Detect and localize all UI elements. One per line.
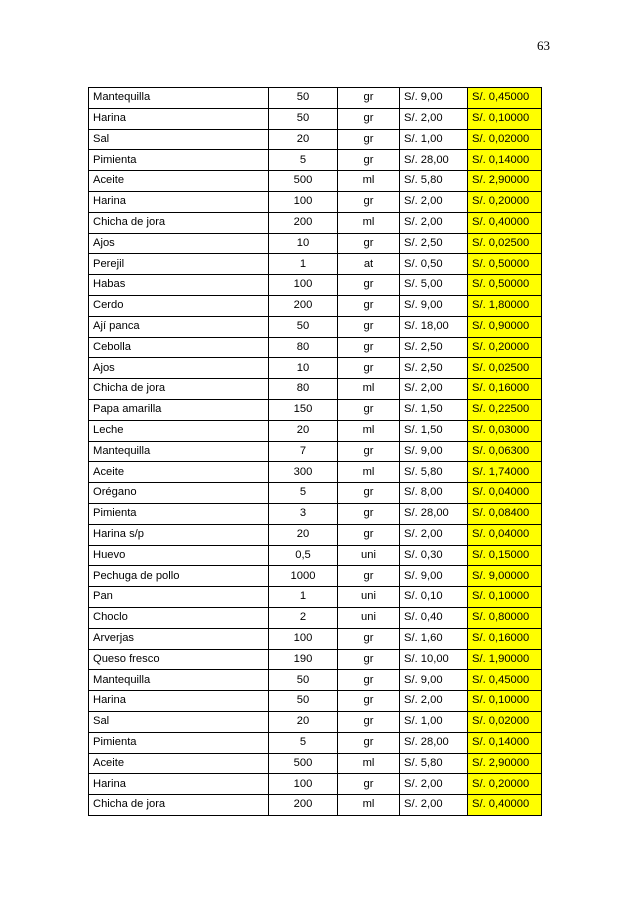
subtotal-cell: S/. 0,04000 bbox=[468, 524, 542, 545]
ingredient-name-cell: Perejil bbox=[89, 254, 269, 275]
unit-price-cell: S/. 0,50 bbox=[400, 254, 468, 275]
table-row bbox=[89, 399, 542, 420]
unit-price-cell: S/. 5,80 bbox=[400, 753, 468, 774]
subtotal-cell: S/. 1,74000 bbox=[468, 462, 542, 483]
unit-cell: at bbox=[338, 254, 400, 275]
table-row bbox=[89, 212, 542, 233]
unit-cell: ml bbox=[338, 420, 400, 441]
ingredient-name-cell: Orégano bbox=[89, 483, 269, 504]
ingredient-name-cell: Choclo bbox=[89, 607, 269, 628]
table-row bbox=[89, 358, 542, 379]
subtotal-cell: S/. 0,45000 bbox=[468, 670, 542, 691]
subtotal-cell: S/. 0,40000 bbox=[468, 795, 542, 816]
unit-cell: gr bbox=[338, 774, 400, 795]
table-row bbox=[89, 171, 542, 192]
ingredient-name-cell: Aceite bbox=[89, 171, 269, 192]
quantity-cell: 1 bbox=[269, 587, 338, 608]
ingredient-name-cell: Mantequilla bbox=[89, 441, 269, 462]
unit-price-cell: S/. 0,30 bbox=[400, 545, 468, 566]
table-row bbox=[89, 295, 542, 316]
subtotal-cell: S/. 0,15000 bbox=[468, 545, 542, 566]
quantity-cell: 190 bbox=[269, 649, 338, 670]
quantity-cell: 2 bbox=[269, 607, 338, 628]
quantity-cell: 7 bbox=[269, 441, 338, 462]
subtotal-cell: S/. 1,80000 bbox=[468, 295, 542, 316]
ingredient-name-cell: Mantequilla bbox=[89, 670, 269, 691]
page-number: 63 bbox=[537, 38, 550, 53]
ingredient-name-cell: Ajos bbox=[89, 358, 269, 379]
subtotal-cell: S/. 0,20000 bbox=[468, 774, 542, 795]
subtotal-cell: S/. 0,02000 bbox=[468, 129, 542, 150]
unit-cell: gr bbox=[338, 732, 400, 753]
subtotal-cell: S/. 0,04000 bbox=[468, 483, 542, 504]
subtotal-cell: S/. 2,90000 bbox=[468, 171, 542, 192]
unit-cell: gr bbox=[338, 503, 400, 524]
unit-price-cell: S/. 9,00 bbox=[400, 295, 468, 316]
unit-cell: ml bbox=[338, 379, 400, 400]
subtotal-cell: S/. 0,14000 bbox=[468, 732, 542, 753]
table-row bbox=[89, 524, 542, 545]
unit-price-cell: S/. 1,00 bbox=[400, 129, 468, 150]
unit-price-cell: S/. 2,00 bbox=[400, 524, 468, 545]
unit-price-cell: S/. 18,00 bbox=[400, 316, 468, 337]
unit-cell: ml bbox=[338, 212, 400, 233]
ingredient-name-cell: Harina s/p bbox=[89, 524, 269, 545]
unit-price-cell: S/. 28,00 bbox=[400, 503, 468, 524]
unit-cell: gr bbox=[338, 670, 400, 691]
unit-price-cell: S/. 2,00 bbox=[400, 795, 468, 816]
unit-cell: gr bbox=[338, 566, 400, 587]
ingredient-name-cell: Chicha de jora bbox=[89, 795, 269, 816]
subtotal-cell: S/. 0,02500 bbox=[468, 233, 542, 254]
table-row bbox=[89, 150, 542, 171]
ingredient-name-cell: Huevo bbox=[89, 545, 269, 566]
unit-cell: ml bbox=[338, 753, 400, 774]
table-row bbox=[89, 711, 542, 732]
ingredient-name-cell: Aceite bbox=[89, 753, 269, 774]
subtotal-cell: S/. 1,90000 bbox=[468, 649, 542, 670]
unit-cell: gr bbox=[338, 628, 400, 649]
unit-price-cell: S/. 2,50 bbox=[400, 233, 468, 254]
unit-cell: gr bbox=[338, 129, 400, 150]
table-row bbox=[89, 233, 542, 254]
ingredient-name-cell: Cerdo bbox=[89, 295, 269, 316]
quantity-cell: 150 bbox=[269, 399, 338, 420]
quantity-cell: 50 bbox=[269, 691, 338, 712]
subtotal-cell: S/. 0,22500 bbox=[468, 399, 542, 420]
unit-price-cell: S/. 2,00 bbox=[400, 191, 468, 212]
ingredient-name-cell: Mantequilla bbox=[89, 88, 269, 109]
table-row bbox=[89, 587, 542, 608]
unit-price-cell: S/. 0,10 bbox=[400, 587, 468, 608]
subtotal-cell: S/. 2,90000 bbox=[468, 753, 542, 774]
unit-cell: gr bbox=[338, 88, 400, 109]
subtotal-cell: S/. 0,08400 bbox=[468, 503, 542, 524]
table-row bbox=[89, 254, 542, 275]
ingredient-name-cell: Habas bbox=[89, 275, 269, 296]
subtotal-cell: S/. 0,90000 bbox=[468, 316, 542, 337]
quantity-cell: 500 bbox=[269, 753, 338, 774]
quantity-cell: 80 bbox=[269, 379, 338, 400]
quantity-cell: 100 bbox=[269, 774, 338, 795]
unit-cell: uni bbox=[338, 587, 400, 608]
ingredient-name-cell: Aceite bbox=[89, 462, 269, 483]
unit-price-cell: S/. 28,00 bbox=[400, 150, 468, 171]
quantity-cell: 20 bbox=[269, 129, 338, 150]
ingredient-name-cell: Arverjas bbox=[89, 628, 269, 649]
unit-cell: gr bbox=[338, 316, 400, 337]
table-row bbox=[89, 129, 542, 150]
unit-cell: gr bbox=[338, 399, 400, 420]
unit-cell: gr bbox=[338, 295, 400, 316]
ingredient-name-cell: Sal bbox=[89, 711, 269, 732]
ingredient-name-cell: Ajos bbox=[89, 233, 269, 254]
ingredient-name-cell: Harina bbox=[89, 108, 269, 129]
table-row bbox=[89, 88, 542, 109]
table-row bbox=[89, 628, 542, 649]
subtotal-cell: S/. 0,02000 bbox=[468, 711, 542, 732]
quantity-cell: 5 bbox=[269, 150, 338, 171]
subtotal-cell: S/. 0,10000 bbox=[468, 108, 542, 129]
unit-cell: uni bbox=[338, 545, 400, 566]
unit-cell: uni bbox=[338, 607, 400, 628]
table-row bbox=[89, 774, 542, 795]
table-row bbox=[89, 566, 542, 587]
quantity-cell: 100 bbox=[269, 191, 338, 212]
subtotal-cell: S/. 0,16000 bbox=[468, 628, 542, 649]
subtotal-cell: S/. 0,20000 bbox=[468, 337, 542, 358]
subtotal-cell: S/. 9,00000 bbox=[468, 566, 542, 587]
unit-price-cell: S/. 5,80 bbox=[400, 462, 468, 483]
unit-price-cell: S/. 9,00 bbox=[400, 670, 468, 691]
table-row bbox=[89, 462, 542, 483]
unit-price-cell: S/. 2,00 bbox=[400, 691, 468, 712]
unit-cell: ml bbox=[338, 171, 400, 192]
table-row bbox=[89, 545, 542, 566]
unit-cell: gr bbox=[338, 275, 400, 296]
subtotal-cell: S/. 0,10000 bbox=[468, 587, 542, 608]
table-row bbox=[89, 191, 542, 212]
unit-cell: ml bbox=[338, 462, 400, 483]
unit-cell: gr bbox=[338, 649, 400, 670]
unit-cell: gr bbox=[338, 337, 400, 358]
subtotal-cell: S/. 0,80000 bbox=[468, 607, 542, 628]
quantity-cell: 100 bbox=[269, 628, 338, 649]
unit-cell: gr bbox=[338, 358, 400, 379]
table-row bbox=[89, 441, 542, 462]
quantity-cell: 0,5 bbox=[269, 545, 338, 566]
quantity-cell: 50 bbox=[269, 108, 338, 129]
quantity-cell: 1000 bbox=[269, 566, 338, 587]
ingredient-name-cell: Pimienta bbox=[89, 732, 269, 753]
table-row bbox=[89, 275, 542, 296]
subtotal-cell: S/. 0,10000 bbox=[468, 691, 542, 712]
ingredient-name-cell: Pan bbox=[89, 587, 269, 608]
quantity-cell: 5 bbox=[269, 483, 338, 504]
ingredient-name-cell: Harina bbox=[89, 191, 269, 212]
ingredient-name-cell: Pimienta bbox=[89, 150, 269, 171]
quantity-cell: 500 bbox=[269, 171, 338, 192]
quantity-cell: 20 bbox=[269, 711, 338, 732]
unit-price-cell: S/. 9,00 bbox=[400, 88, 468, 109]
unit-price-cell: S/. 1,00 bbox=[400, 711, 468, 732]
unit-price-cell: S/. 5,80 bbox=[400, 171, 468, 192]
unit-price-cell: S/. 9,00 bbox=[400, 566, 468, 587]
quantity-cell: 3 bbox=[269, 503, 338, 524]
subtotal-cell: S/. 0,50000 bbox=[468, 254, 542, 275]
quantity-cell: 1 bbox=[269, 254, 338, 275]
ingredients-cost-table bbox=[88, 87, 542, 816]
table-row bbox=[89, 691, 542, 712]
subtotal-cell: S/. 0,06300 bbox=[468, 441, 542, 462]
subtotal-cell: S/. 0,45000 bbox=[468, 88, 542, 109]
table-row bbox=[89, 483, 542, 504]
ingredient-name-cell: Sal bbox=[89, 129, 269, 150]
quantity-cell: 5 bbox=[269, 732, 338, 753]
table-row bbox=[89, 108, 542, 129]
quantity-cell: 200 bbox=[269, 795, 338, 816]
unit-price-cell: S/. 2,00 bbox=[400, 379, 468, 400]
table-row bbox=[89, 753, 542, 774]
table-row bbox=[89, 795, 542, 816]
ingredient-name-cell: Pimienta bbox=[89, 503, 269, 524]
subtotal-cell: S/. 0,14000 bbox=[468, 150, 542, 171]
table-row bbox=[89, 649, 542, 670]
table-row bbox=[89, 503, 542, 524]
unit-cell: ml bbox=[338, 795, 400, 816]
table-row bbox=[89, 732, 542, 753]
ingredient-name-cell: Leche bbox=[89, 420, 269, 441]
table-row bbox=[89, 337, 542, 358]
ingredient-name-cell: Papa amarilla bbox=[89, 399, 269, 420]
unit-price-cell: S/. 2,50 bbox=[400, 337, 468, 358]
table-row bbox=[89, 316, 542, 337]
quantity-cell: 80 bbox=[269, 337, 338, 358]
unit-price-cell: S/. 2,50 bbox=[400, 358, 468, 379]
unit-cell: gr bbox=[338, 108, 400, 129]
unit-cell: gr bbox=[338, 233, 400, 254]
quantity-cell: 200 bbox=[269, 212, 338, 233]
quantity-cell: 300 bbox=[269, 462, 338, 483]
quantity-cell: 100 bbox=[269, 275, 338, 296]
subtotal-cell: S/. 0,16000 bbox=[468, 379, 542, 400]
unit-price-cell: S/. 0,40 bbox=[400, 607, 468, 628]
subtotal-cell: S/. 0,50000 bbox=[468, 275, 542, 296]
quantity-cell: 20 bbox=[269, 420, 338, 441]
unit-price-cell: S/. 1,50 bbox=[400, 420, 468, 441]
unit-cell: gr bbox=[338, 711, 400, 732]
unit-price-cell: S/. 9,00 bbox=[400, 441, 468, 462]
table-row bbox=[89, 420, 542, 441]
unit-price-cell: S/. 10,00 bbox=[400, 649, 468, 670]
unit-price-cell: S/. 2,00 bbox=[400, 212, 468, 233]
subtotal-cell: S/. 0,20000 bbox=[468, 191, 542, 212]
quantity-cell: 20 bbox=[269, 524, 338, 545]
ingredient-name-cell: Harina bbox=[89, 691, 269, 712]
quantity-cell: 10 bbox=[269, 233, 338, 254]
ingredient-name-cell: Pechuga de pollo bbox=[89, 566, 269, 587]
ingredient-name-cell: Chicha de jora bbox=[89, 379, 269, 400]
table-row bbox=[89, 607, 542, 628]
subtotal-cell: S/. 0,03000 bbox=[468, 420, 542, 441]
unit-cell: gr bbox=[338, 191, 400, 212]
table-row bbox=[89, 379, 542, 400]
table-row bbox=[89, 670, 542, 691]
unit-cell: gr bbox=[338, 483, 400, 504]
ingredient-name-cell: Chicha de jora bbox=[89, 212, 269, 233]
subtotal-cell: S/. 0,02500 bbox=[468, 358, 542, 379]
quantity-cell: 50 bbox=[269, 316, 338, 337]
quantity-cell: 50 bbox=[269, 670, 338, 691]
unit-cell: gr bbox=[338, 524, 400, 545]
unit-cell: gr bbox=[338, 691, 400, 712]
unit-price-cell: S/. 1,60 bbox=[400, 628, 468, 649]
quantity-cell: 10 bbox=[269, 358, 338, 379]
subtotal-cell: S/. 0,40000 bbox=[468, 212, 542, 233]
ingredient-name-cell: Queso fresco bbox=[89, 649, 269, 670]
unit-price-cell: S/. 28,00 bbox=[400, 732, 468, 753]
unit-cell: gr bbox=[338, 441, 400, 462]
table-body bbox=[89, 88, 542, 816]
unit-price-cell: S/. 1,50 bbox=[400, 399, 468, 420]
unit-price-cell: S/. 8,00 bbox=[400, 483, 468, 504]
quantity-cell: 200 bbox=[269, 295, 338, 316]
unit-price-cell: S/. 2,00 bbox=[400, 108, 468, 129]
unit-cell: gr bbox=[338, 150, 400, 171]
ingredient-name-cell: Cebolla bbox=[89, 337, 269, 358]
unit-price-cell: S/. 5,00 bbox=[400, 275, 468, 296]
unit-price-cell: S/. 2,00 bbox=[400, 774, 468, 795]
ingredient-name-cell: Harina bbox=[89, 774, 269, 795]
quantity-cell: 50 bbox=[269, 88, 338, 109]
ingredient-name-cell: Ají panca bbox=[89, 316, 269, 337]
